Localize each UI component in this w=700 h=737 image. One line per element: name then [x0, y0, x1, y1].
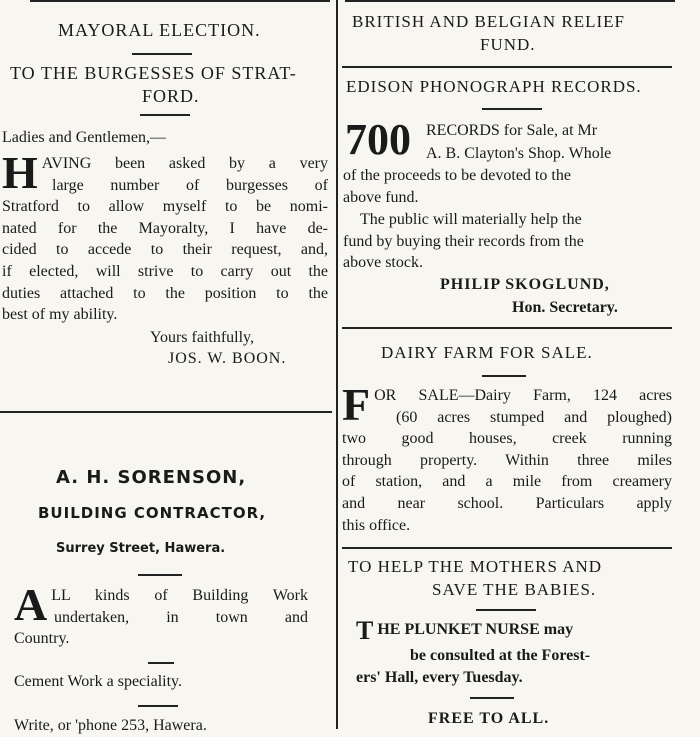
- dairy-line-1: OR SALE—Dairy Farm, 124 acres: [374, 387, 672, 404]
- dairy-line-6: and near school. Particulars apply: [342, 494, 672, 512]
- edison-signer-title: Hon. Secretary.: [512, 299, 618, 316]
- relief-heading-line1: BRITISH AND BELGIAN RELIEF: [352, 12, 625, 31]
- plunket-body: [356, 616, 672, 645]
- mayoral-line-5: cided to accede to their request, and,: [2, 241, 328, 259]
- edison-line-6: fund by buying their records from the: [343, 233, 584, 250]
- mayoral-letter-body: [2, 147, 328, 326]
- plunket-footer: FREE TO ALL.: [428, 710, 550, 727]
- dairy-body: [342, 379, 672, 536]
- sorenson-body: [14, 579, 308, 650]
- edison-heading-rule: [482, 108, 542, 110]
- relief-rule: [342, 66, 672, 68]
- edison-signer: PHILIP SKOGLUND,: [440, 276, 610, 293]
- mayoral-line-1: AVING been asked by a very: [41, 155, 328, 172]
- plunket-heading-line1: TO HELP THE MOTHERS AND: [348, 557, 603, 576]
- dairy-heading-rule: [482, 375, 526, 377]
- plunket-drop-cap: T: [356, 616, 374, 645]
- sorenson-rule-3: [138, 705, 178, 707]
- mayoral-drop-cap: H: [2, 147, 38, 198]
- left-section-divider: [0, 411, 332, 413]
- mayoral-line-4: nated for the Mayoralty, I have de-: [2, 219, 328, 237]
- dairy-drop-cap: F: [342, 379, 371, 430]
- edison-line-4: above fund.: [343, 189, 419, 206]
- column-divider: [336, 0, 338, 729]
- dairy-line-7: this office.: [342, 516, 411, 534]
- mayoral-line-2: large number of burgesses of: [52, 176, 328, 194]
- dairy-line-5: of station, and a mile from creamery: [342, 473, 672, 491]
- sorenson-line-1: LL kinds of Building Work: [51, 587, 308, 604]
- dairy-rule: [342, 547, 672, 549]
- edison-line-5: The public will materially help the: [360, 211, 582, 228]
- sorenson-rule-1: [138, 574, 182, 576]
- plunket-line-1: HE PLUNKET NURSE may: [377, 621, 574, 638]
- edison-line-3: of the proceeds to be devoted to the: [343, 167, 571, 184]
- sorenson-drop-cap: A: [14, 579, 48, 630]
- plunket-rule: [470, 697, 514, 699]
- sorenson-line-3: Country.: [14, 630, 70, 648]
- sorenson-line-2: undertaken, in town and: [54, 608, 308, 626]
- mayoral-signature: JOS. W. BOON.: [168, 350, 287, 367]
- edison-heading: EDISON PHONOGRAPH RECORDS.: [346, 77, 642, 96]
- dairy-heading: DAIRY FARM FOR SALE.: [381, 343, 593, 362]
- sorenson-title: BUILDING CONTRACTOR,: [38, 504, 267, 522]
- sorenson-specialty: Cement Work a speciality.: [14, 673, 182, 690]
- plunket-heading-rule: [476, 609, 536, 611]
- mayoral-line-3: Stratford to allow myself to be nomi-: [2, 198, 328, 216]
- sorenson-address: Surrey Street, Hawera.: [56, 541, 226, 556]
- mayoral-salutation: Ladies and Gentlemen,—: [2, 129, 166, 146]
- plunket-line-2: be consulted at the Forest-: [410, 647, 591, 664]
- edison-line-2: A. B. Clayton's Shop. Whole: [426, 145, 612, 162]
- dairy-line-4: through property. Within three miles: [342, 451, 672, 469]
- mayoral-line-6: if elected, will strive to carry out the: [2, 262, 328, 280]
- mayoral-heading: MAYORAL ELECTION.: [58, 20, 261, 40]
- mayoral-subheading-rule: [140, 114, 190, 116]
- edison-line-1: RECORDS for Sale, at Mr: [426, 122, 598, 139]
- relief-heading-line2: FUND.: [480, 35, 536, 54]
- top-rule-left: [30, 0, 330, 2]
- plunket-heading-line2: SAVE THE BABIES.: [432, 580, 597, 599]
- dairy-line-2: (60 acres stumped and ploughed): [396, 408, 672, 426]
- mayoral-line-8: best of my ability.: [2, 306, 118, 324]
- mayoral-subheading-line1: TO THE BURGESSES OF STRAT-: [10, 63, 297, 83]
- sorenson-rule-2: [148, 662, 174, 664]
- plunket-line-3: ers' Hall, every Tuesday.: [356, 669, 523, 686]
- top-rule-right: [345, 0, 675, 2]
- sorenson-contact: Write, or 'phone 253, Hawera.: [14, 717, 207, 734]
- mayoral-line-7: duties attached to the position to the: [2, 284, 328, 302]
- dairy-line-3: two good houses, creek running: [342, 430, 672, 448]
- edison-line-7: above stock.: [343, 254, 423, 271]
- mayoral-heading-rule: [132, 53, 192, 55]
- mayoral-closing: Yours faithfully,: [150, 329, 255, 346]
- mayoral-subheading-line2: FORD.: [142, 86, 200, 106]
- sorenson-name: A. H. SORENSON,: [56, 467, 247, 488]
- edison-big-number: 700: [345, 115, 411, 164]
- edison-rule: [342, 327, 672, 329]
